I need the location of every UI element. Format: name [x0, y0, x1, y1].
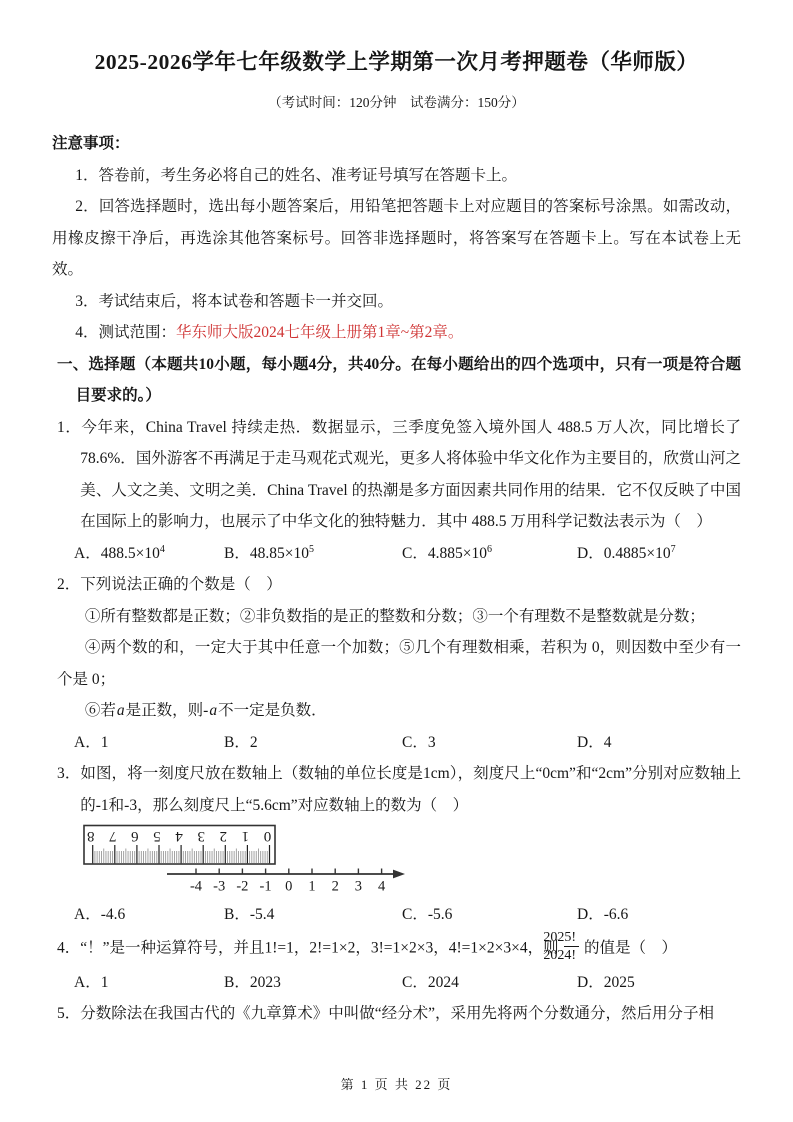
note-item-2: 2．回答选择题时，选出每小题答案后，用铅笔把答题卡上对应题目的答案标号涂黑。如需改动，用橡皮擦干净后，再选涂其他答案标号。回答非选择题时，将答案写在答题卡上。写在本试卷上无效。: [52, 198, 741, 278]
option-c: C．3: [402, 733, 436, 751]
question-5-number: 5．: [57, 1005, 81, 1022]
axis-arrowhead: [393, 870, 405, 879]
note-item-3: 3．考试结束后，将本试卷和答题卡一并交回。: [75, 292, 394, 310]
svg-text:2: 2: [219, 828, 228, 844]
option-d: D．4: [577, 733, 612, 751]
option-a: A．1: [74, 733, 109, 751]
option-a: A．1: [74, 973, 109, 991]
svg-text:8: 8: [86, 828, 95, 844]
question-2-statements-1: ①所有整数都是正数；②非负数指的是正的整数和分数；③一个有理数不是整数就是分数；: [84, 607, 705, 625]
svg-text:3: 3: [354, 878, 363, 895]
svg-text:0: 0: [285, 878, 293, 895]
option-d: D．$0.4885\times 10^7$: [577, 543, 676, 562]
option-b: B．2023: [224, 973, 281, 991]
note-item-4-prefix: 4．测试范围：: [75, 324, 177, 341]
svg-text:7: 7: [109, 828, 117, 844]
svg-text:5: 5: [153, 828, 161, 844]
note-item-4-scope: 华东师大版2024七年级上册第1章~第2章。: [176, 324, 464, 341]
option-b: B．$48.85\times 10^5$: [224, 543, 315, 562]
svg-text:3: 3: [197, 828, 205, 844]
question-4-options: [57, 967, 741, 999]
question-1-options: [57, 538, 741, 570]
question-5: [57, 998, 741, 1030]
svg-text:1: 1: [241, 828, 250, 844]
question-1: [57, 412, 741, 538]
option-a: A．-4.6: [74, 906, 126, 923]
question-4-number: 4．: [57, 939, 81, 957]
question-3: [57, 758, 741, 821]
option-b: B．2: [224, 733, 258, 751]
svg-text:-3: -3: [213, 878, 226, 895]
option-b: B．-5.4: [224, 906, 275, 923]
svg-text:0: 0: [263, 828, 272, 844]
variable-a: a: [116, 702, 125, 719]
ruler-digits: [87, 828, 271, 844]
question-4: [57, 931, 741, 967]
svg-text:1: 1: [308, 878, 316, 895]
question-2-statements-2: ④两个数的和，一定大于其中任意一个加数；⑤几个有理数相乘，若积为 0，则因数中至少有一个是 0；: [57, 639, 741, 688]
page-title: 2025-2026学年七年级数学上学期第一次月考押题卷（华师版）: [94, 50, 699, 74]
question-2-number: 2．: [57, 576, 81, 593]
question-3-number: 3．: [57, 765, 81, 782]
ruler: [84, 826, 275, 865]
option-c: C．2024: [402, 973, 459, 991]
option-a: A．$488.5\times 10^4$: [74, 543, 165, 562]
question-2-statements-3: ⑥若a是正数，则-a不一定是负数．: [84, 702, 327, 719]
section-1-heading: 一、选择题（本题共10小题，每小题4分，共40分。在每小题给出的四个选项中，只有一项是符合题目要求的。）: [57, 355, 741, 404]
q3-ruler-numberline-diagram: [72, 823, 741, 899]
number-line: [167, 870, 405, 879]
ruler-numberline-figure: [72, 823, 422, 899]
note-item-1: 1．答卷前，考生务必将自己的姓名、准考证号填写在答题卡上。: [75, 166, 518, 184]
svg-text:4: 4: [175, 828, 183, 844]
question-2-text: 下列说法正确的个数是（ ）: [80, 576, 282, 593]
question-1-text: 今年来，China Travel 持续走热．数据显示，三季度免签入境外国人 488.5 万人次，同比增长了 78.6%．国外游客不再满足于走马观花式观光，更多人将体验中华文化作为主要目的，欣赏山河之美、人文之美、文明之美．China Travel 的热潮是多方面因素共同作用的结果．它不仅反映了中国在国际上的影响力，也展示了中华文化的独特魅力．其中 488.5 万用科学记数法表示为（ ）: [80, 418, 741, 530]
notes-heading: 注意事项：: [52, 135, 130, 152]
option-c: C．$4.885\times 10^6$: [402, 543, 493, 562]
question-2-options: [57, 727, 741, 759]
question-3-options: [57, 899, 741, 931]
question-4-text-part2: 的值是（ ）: [584, 939, 678, 957]
fraction-2025-2024: $\frac{2025!}{2024!}$: [564, 929, 579, 965]
page-number: 第 1 页 共 22 页: [340, 1077, 453, 1092]
question-4-text-part1: “！”是一种运算符号，并且1!=1，2!=1×2，3!=1×2×3，4!=1×2×3×4，则: [80, 939, 559, 957]
svg-text:2: 2: [331, 878, 339, 895]
question-1-number: 1．: [57, 418, 82, 436]
variable-a: a: [209, 702, 218, 719]
question-2: [57, 569, 741, 601]
option-c: C．-5.6: [402, 906, 453, 923]
question-3-text: 如图，将一刻度尺放在数轴上（数轴的单位长度是1cm），刻度尺上“0cm”和“2cm”分别对应数轴上的-1和-3，那么刻度尺上“5.6cm”对应数轴上的数为（ ）: [80, 765, 741, 814]
option-d: D．2025: [577, 973, 635, 991]
axis-ticks-and-labels: [190, 869, 386, 895]
svg-text:6: 6: [131, 828, 139, 844]
question-5-text: 分数除法在我国古代的《九章算术》中叫做“经分术”，采用先将两个分数通分，然后用分子相: [80, 1005, 715, 1022]
svg-text:4: 4: [377, 878, 386, 895]
svg-text:-2: -2: [236, 878, 249, 895]
svg-text:-1: -1: [259, 878, 272, 895]
note-item-4: [52, 317, 741, 349]
svg-text:-4: -4: [189, 878, 203, 895]
option-d: D．-6.6: [577, 906, 629, 923]
exam-meta: （考试时间：120分钟 试卷满分：150分）: [268, 95, 525, 110]
